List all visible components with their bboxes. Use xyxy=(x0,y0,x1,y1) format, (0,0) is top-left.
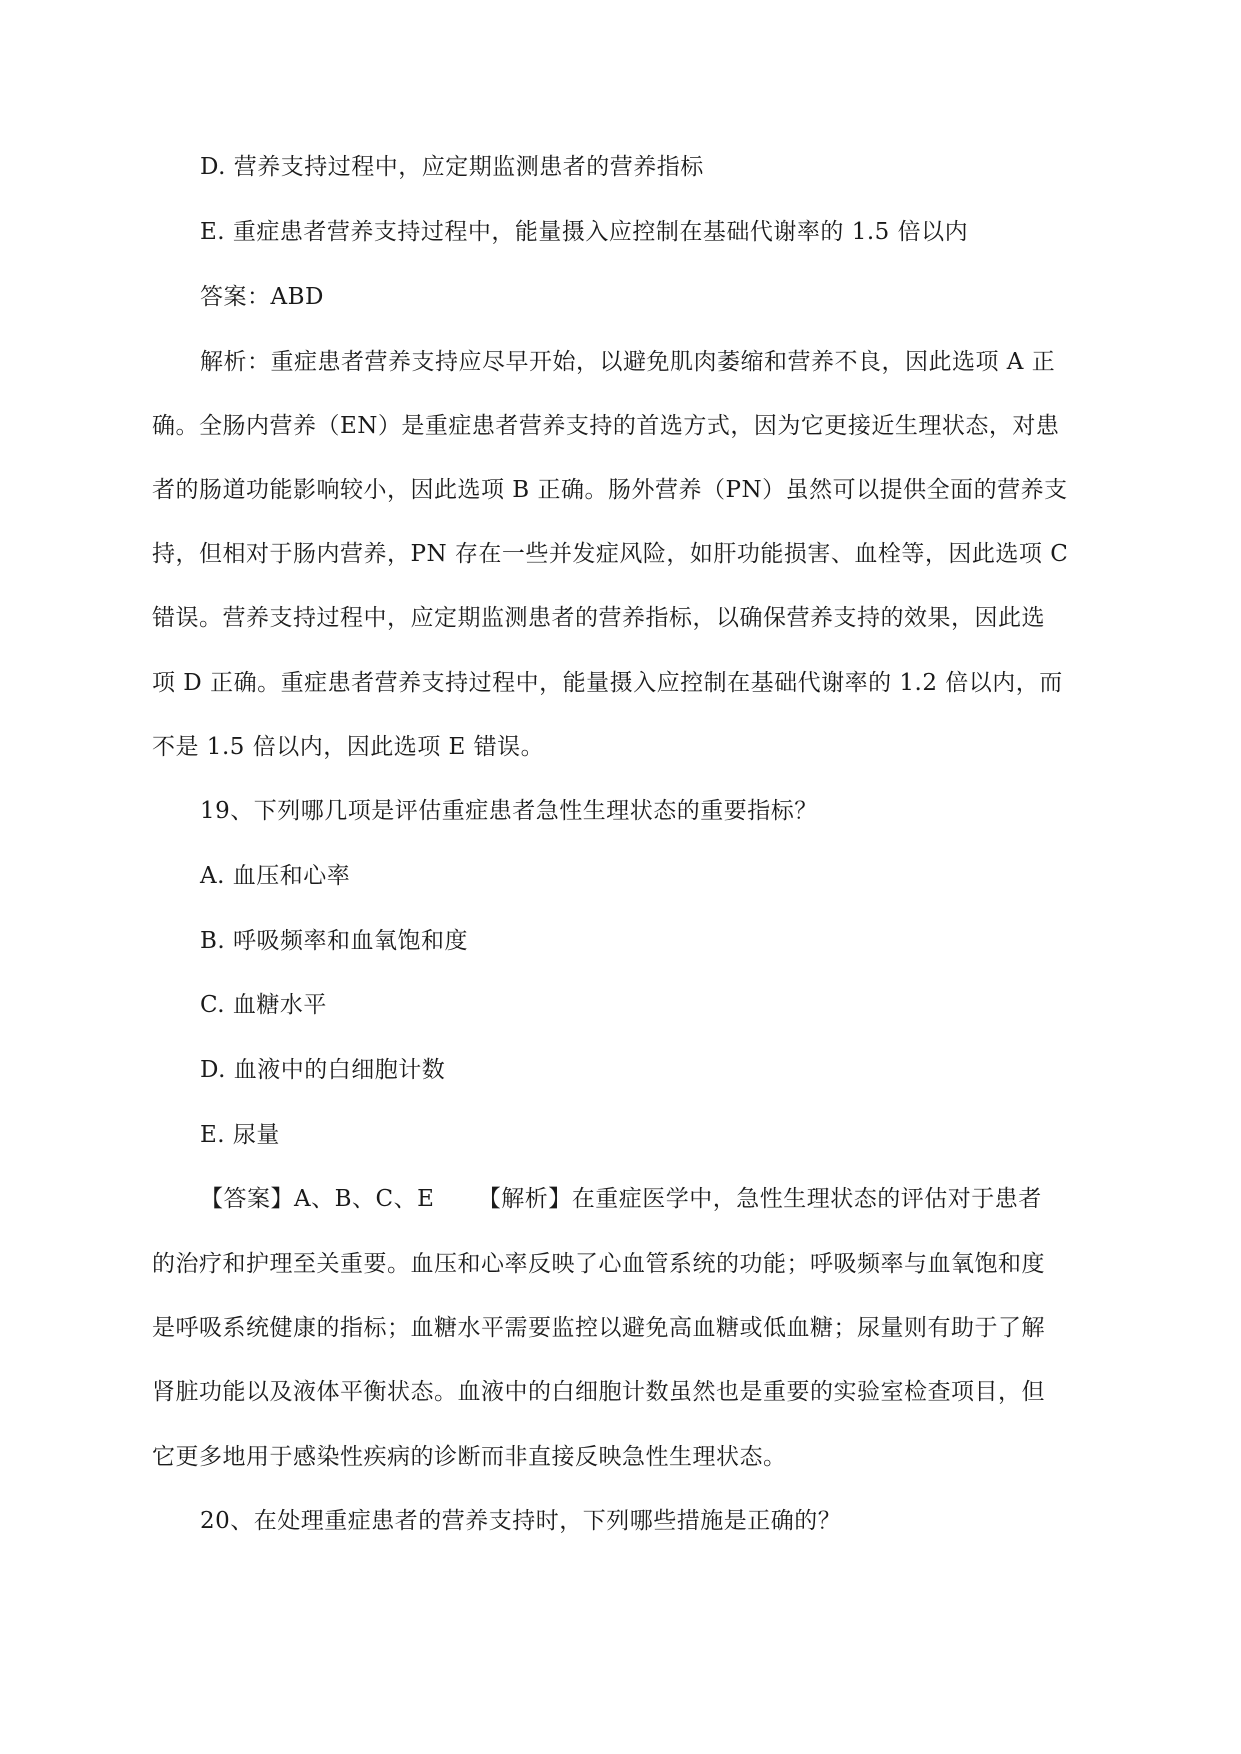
q18-explanation-line: 者的肠道功能影响较小，因此选项 B 正确。肠外营养（PN）虽然可以提供全面的营养支 xyxy=(152,477,1068,503)
q19-explanation-line: 【答案】A、B、C、E 【解析】在重症医学中，急性生理状态的评估对于患者 xyxy=(200,1186,1042,1212)
q19-option-c: C. 血糖水平 xyxy=(200,992,327,1018)
q18-explanation-line: 解析：重症患者营养支持应尽早开始，以避免肌肉萎缩和营养不良，因此选项 A 正 xyxy=(200,349,1056,375)
q19-explanation-line: 的治疗和护理至关重要。血压和心率反映了心血管系统的功能；呼吸频率与血氧饱和度 xyxy=(152,1251,1045,1277)
q18-explanation-line: 错误。营养支持过程中，应定期监测患者的营养指标，以确保营养支持的效果，因此选 xyxy=(152,605,1045,631)
q20-question: 20、在处理重症患者的营养支持时，下列哪些措施是正确的？ xyxy=(200,1508,842,1534)
q18-option-e: E. 重症患者营养支持过程中，能量摄入应控制在基础代谢率的 1.5 倍以内 xyxy=(200,219,969,245)
q18-explanation-line: 确。全肠内营养（EN）是重症患者营养支持的首选方式，因为它更接近生理状态，对患 xyxy=(152,413,1060,439)
q19-option-a: A. 血压和心率 xyxy=(200,863,351,889)
q18-explanation-line: 不是 1.5 倍以内，因此选项 E 错误。 xyxy=(152,734,545,760)
q18-option-d: D. 营养支持过程中，应定期监测患者的营养指标 xyxy=(200,154,704,180)
q18-explanation-line: 项 D 正确。重症患者营养支持过程中，能量摄入应控制在基础代谢率的 1.2 倍以内，而 xyxy=(152,670,1063,696)
q18-explanation-line: 持，但相对于肠内营养，PN 存在一些并发症风险，如肝功能损害、血栓等，因此选项 C xyxy=(152,541,1069,567)
q19-option-d: D. 血液中的白细胞计数 xyxy=(200,1057,446,1083)
q19-explanation-line: 是呼吸系统健康的指标；血糖水平需要监控以避免高血糖或低血糖；尿量则有助于了解 xyxy=(152,1315,1045,1341)
q18-answer: 答案：ABD xyxy=(200,284,324,310)
q19-explanation-line: 肾脏功能以及液体平衡状态。血液中的白细胞计数虽然也是重要的实验室检查项目，但 xyxy=(152,1379,1045,1405)
q19-question: 19、下列哪几项是评估重症患者急性生理状态的重要指标？ xyxy=(200,798,818,824)
q19-option-b: B. 呼吸频率和血氧饱和度 xyxy=(200,928,469,954)
q19-option-e: E. 尿量 xyxy=(200,1122,280,1148)
q19-explanation-line: 它更多地用于感染性疾病的诊断而非直接反映急性生理状态。 xyxy=(152,1444,787,1470)
